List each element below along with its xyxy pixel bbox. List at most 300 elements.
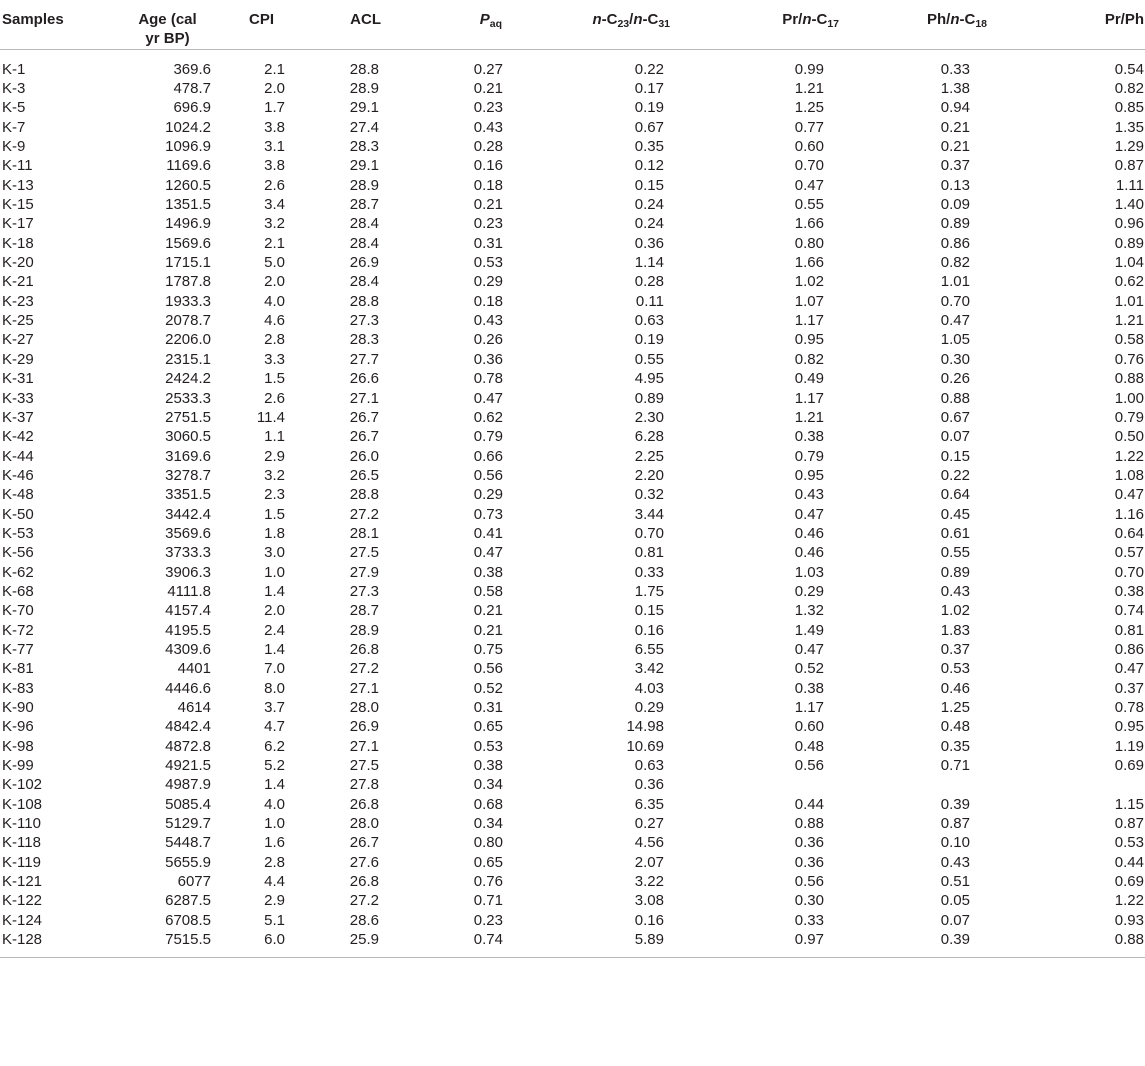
cell-paq: 0.21 <box>473 80 503 98</box>
cell-acl: 26.8 <box>349 873 379 891</box>
cell-paq: 0.34 <box>473 776 503 794</box>
cell-c23-c31-ratio: 0.63 <box>634 757 664 775</box>
cell-age: 3351.5 <box>165 486 211 504</box>
cell-sample: K-68 <box>2 582 34 600</box>
cell-ph-c18: 1.83 <box>940 621 970 639</box>
cell-pr-c17: 0.46 <box>794 524 824 542</box>
table-row <box>0 427 1145 446</box>
cell-acl: 27.3 <box>349 312 379 330</box>
cell-paq: 0.74 <box>409 930 522 958</box>
cell-acl: 28.0 <box>349 815 379 833</box>
cell-age: 4111.8 <box>167 582 211 600</box>
table-row <box>0 582 1145 601</box>
table-row <box>0 195 1145 214</box>
cell-age: 5655.9 <box>165 853 211 871</box>
cell-c23-c31-ratio: 6.28 <box>634 428 664 446</box>
table-row <box>0 272 1145 291</box>
cell-age: 3906.3 <box>165 563 211 581</box>
cell-acl: 28.4 <box>349 273 379 291</box>
cell-c23-c31-ratio: 0.19 <box>634 99 664 117</box>
cell-c23-c31-ratio: 6.35 <box>634 795 664 813</box>
cell-c23-c31-ratio: 1.14 <box>634 254 664 272</box>
cell-c23-c31-ratio: 0.67 <box>634 118 664 136</box>
cell-sample: K-44 <box>2 447 34 465</box>
header-samples: Samples <box>0 0 110 49</box>
cell-cpi: 3.2 <box>264 466 285 484</box>
cell-paq: 0.65 <box>473 718 503 736</box>
cell-pr-c17: 1.32 <box>794 602 824 620</box>
table-row <box>0 466 1145 485</box>
cell-pr-c17: 1.49 <box>794 621 824 639</box>
cell-paq: 0.53 <box>473 254 503 272</box>
cell-pr-c17: 1.25 <box>794 99 824 117</box>
cell-pr-c17: 0.46 <box>794 544 824 562</box>
cell-acl: 28.8 <box>349 60 379 78</box>
cell-c23-c31-ratio: 0.33 <box>634 563 664 581</box>
cell-age: 3169.6 <box>165 447 211 465</box>
cell-pr-ph: 0.76 <box>1114 350 1144 368</box>
cell-age: 6287.5 <box>165 892 211 910</box>
cell-pr-c17: 1.21 <box>794 408 824 426</box>
cell-c23-c31-ratio: 0.17 <box>634 80 664 98</box>
cell-ph-c18: 0.26 <box>940 370 970 388</box>
cell-c23-c31-ratio: 0.24 <box>634 196 664 214</box>
table-row <box>0 79 1145 98</box>
cell-cpi: 8.0 <box>264 679 285 697</box>
table-row <box>0 214 1145 233</box>
cell-cpi: 3.2 <box>264 215 285 233</box>
cell-ph-c18: 0.89 <box>940 563 970 581</box>
cell-pr-ph: 0.86 <box>1114 640 1144 658</box>
cell-age: 696.9 <box>173 99 211 117</box>
cell-sample: K-119 <box>2 853 41 871</box>
table-row <box>0 446 1145 465</box>
cell-pr-ph: 1.21 <box>1114 312 1144 330</box>
cell-pr-ph: 0.47 <box>1114 660 1144 678</box>
cell-c23-c31-ratio: 0.16 <box>634 911 664 929</box>
cell-sample: K-13 <box>2 176 34 194</box>
cell-c23-c31-ratio: 0.36 <box>634 234 664 252</box>
table-row <box>0 930 1145 958</box>
header-pr-c17: $Pr/n-C_{17}$ <box>696 0 851 49</box>
cell-pr-c17: 0.56 <box>794 873 824 891</box>
cell-acl: 27.9 <box>349 563 379 581</box>
cell-pr-ph: 0.69 <box>1114 873 1144 891</box>
header-row <box>0 0 1145 49</box>
cell-sample: K-62 <box>2 563 34 581</box>
cell-sample: K-21 <box>2 273 34 291</box>
cell-pr-c17: 0.47 <box>794 176 824 194</box>
cell-acl: 28.3 <box>349 331 379 349</box>
cell-ph-c18: 0.21 <box>940 118 970 136</box>
cell-age: 4401 <box>177 660 211 678</box>
cell-pr-c17: 0.29 <box>794 582 824 600</box>
cell-pr-ph: 0.62 <box>1114 273 1144 291</box>
cell-c23-c31-ratio: 4.56 <box>634 834 664 852</box>
cell-sample: K-90 <box>2 699 34 717</box>
cell-c23-c31-ratio: 0.28 <box>634 273 664 291</box>
cell-pr-c17: 0.38 <box>794 679 824 697</box>
cell-ph-c18: 0.21 <box>940 138 970 156</box>
cell-sample: K-77 <box>2 640 34 658</box>
cell-paq: 0.18 <box>473 292 503 310</box>
cell-c23-c31-ratio: 14.98 <box>626 718 664 736</box>
cell-pr-c17: 0.44 <box>794 795 824 813</box>
cell-acl: 27.3 <box>349 582 379 600</box>
cell-ph-c18: 0.64 <box>940 486 970 504</box>
cell-cpi: 1.4 <box>264 582 285 600</box>
table-row <box>0 311 1145 330</box>
cell-ph-c18: 0.46 <box>940 679 970 697</box>
cell-paq: 0.27 <box>473 60 503 78</box>
cell-paq: 0.47 <box>473 389 503 407</box>
cell-pr-c17: 0.49 <box>794 370 824 388</box>
cell-cpi: 4.7 <box>264 718 285 736</box>
cell-cpi: 3.0 <box>264 544 285 562</box>
cell-cpi: 5.2 <box>264 757 285 775</box>
cell-pr-c17: 1.03 <box>794 563 824 581</box>
table-row <box>0 408 1145 427</box>
cell-cpi: 5.1 <box>264 911 285 929</box>
cell-paq: 0.80 <box>473 834 503 852</box>
cell-pr-c17: 0.97 <box>696 930 851 958</box>
cell-sample: K-96 <box>2 718 34 736</box>
cell-pr-c17: 0.79 <box>794 447 824 465</box>
cell-cpi: 4.0 <box>264 795 285 813</box>
cell-sample: K-118 <box>2 834 41 852</box>
table-row <box>0 698 1145 717</box>
cell-age: 3442.4 <box>165 505 211 523</box>
cell-c23-c31-ratio: 0.27 <box>634 815 664 833</box>
cell-paq: 0.47 <box>473 544 503 562</box>
cell-cpi: 6.2 <box>264 737 285 755</box>
cell-pr-ph: 1.08 <box>1114 466 1144 484</box>
cell-cpi: 4.4 <box>264 873 285 891</box>
cell-cpi: 2.9 <box>264 447 285 465</box>
cell-ph-c18: 1.05 <box>940 331 970 349</box>
table-row <box>0 49 1145 79</box>
cell-paq: 0.28 <box>473 138 503 156</box>
cell-pr-c17: 0.60 <box>794 718 824 736</box>
table-row <box>0 756 1145 775</box>
cell-ph-c18: 0.15 <box>940 447 970 465</box>
cell-pr-c17: 0.47 <box>794 640 824 658</box>
cell-sample: K-72 <box>2 621 34 639</box>
cell-ph-c18: 0.07 <box>940 428 970 446</box>
cell-paq: 0.78 <box>473 370 503 388</box>
cell-c23-c31-ratio: 5.89 <box>522 930 696 958</box>
cell-c23-c31-ratio: 3.22 <box>634 873 664 891</box>
table-row <box>0 601 1145 620</box>
cell-c23-c31-ratio: 10.69 <box>626 737 664 755</box>
cell-sample: K-17 <box>2 215 34 233</box>
cell-age: 6708.5 <box>165 911 211 929</box>
table-row <box>0 640 1145 659</box>
cell-age: 3278.7 <box>165 466 211 484</box>
cell-c23-c31-ratio: 2.20 <box>634 466 664 484</box>
cell-acl: 29.1 <box>349 157 379 175</box>
cell-ph-c18: 0.47 <box>940 312 970 330</box>
cell-cpi: 1.4 <box>264 640 285 658</box>
table-row <box>0 253 1145 272</box>
table-row <box>0 292 1145 311</box>
cell-ph-c18: 0.43 <box>940 853 970 871</box>
cell-acl: 27.1 <box>349 389 379 407</box>
cell-paq: 0.23 <box>473 911 503 929</box>
cell-ph-c18 <box>851 775 997 794</box>
header-ph-c18: $Ph/n-C_{18}$ <box>851 0 997 49</box>
header-paq: $P_{aq}$ <box>409 0 522 49</box>
cell-ph-c18: 1.25 <box>940 699 970 717</box>
cell-paq: 0.56 <box>473 466 503 484</box>
table-row <box>0 118 1145 137</box>
table-row <box>0 156 1145 175</box>
cell-ph-c18: 0.94 <box>940 99 970 117</box>
cell-paq: 0.53 <box>473 737 503 755</box>
cell-ph-c18: 0.07 <box>940 911 970 929</box>
cell-pr-ph: 0.47 <box>1114 486 1144 504</box>
cell-paq: 0.38 <box>473 563 503 581</box>
table-row <box>0 891 1145 910</box>
cell-age: 4842.4 <box>165 718 211 736</box>
cell-paq: 0.43 <box>473 312 503 330</box>
cell-paq: 0.21 <box>473 602 503 620</box>
cell-c23-c31-ratio: 4.95 <box>634 370 664 388</box>
cell-cpi: 2.0 <box>264 273 285 291</box>
cell-acl: 26.0 <box>349 447 379 465</box>
cell-age: 2206.0 <box>165 331 211 349</box>
table-row <box>0 485 1145 504</box>
cell-acl: 28.4 <box>349 234 379 252</box>
cell-ph-c18: 0.22 <box>940 466 970 484</box>
cell-ph-c18: 0.71 <box>940 757 970 775</box>
cell-ph-c18: 0.55 <box>940 544 970 562</box>
cell-cpi: 3.8 <box>264 157 285 175</box>
cell-c23-c31-ratio: 1.75 <box>634 582 664 600</box>
cell-pr-ph: 1.35 <box>1114 118 1144 136</box>
cell-sample: K-27 <box>2 331 34 349</box>
cell-pr-ph: 0.70 <box>1114 563 1144 581</box>
cell-c23-c31-ratio: 0.19 <box>634 331 664 349</box>
cell-age: 369.6 <box>173 60 211 78</box>
cell-sample: K-70 <box>2 602 34 620</box>
cell-acl: 26.6 <box>349 370 379 388</box>
cell-age: 1096.9 <box>165 138 211 156</box>
cell-acl: 28.7 <box>349 196 379 214</box>
cell-acl: 27.7 <box>349 350 379 368</box>
cell-pr-ph: 0.87 <box>1114 815 1144 833</box>
cell-paq: 0.62 <box>473 408 503 426</box>
cell-age: 7515.5 <box>110 930 211 958</box>
cell-pr-ph: 0.69 <box>1114 757 1144 775</box>
cell-age: 2533.3 <box>165 389 211 407</box>
cell-pr-ph: 1.15 <box>1114 795 1144 813</box>
cell-acl: 26.8 <box>349 795 379 813</box>
cell-sample: K-31 <box>2 370 34 388</box>
cell-paq: 0.16 <box>473 157 503 175</box>
cell-c23-c31-ratio: 0.22 <box>634 60 664 78</box>
cell-acl: 26.7 <box>349 408 379 426</box>
cell-pr-c17: 0.95 <box>794 466 824 484</box>
cell-c23-c31-ratio: 6.55 <box>634 640 664 658</box>
table-row <box>0 98 1145 117</box>
cell-pr-c17: 0.36 <box>794 834 824 852</box>
cell-paq: 0.65 <box>473 853 503 871</box>
cell-pr-c17: 0.55 <box>794 196 824 214</box>
cell-acl: 26.7 <box>349 834 379 852</box>
cell-paq: 0.21 <box>473 621 503 639</box>
cell-cpi: 2.6 <box>264 389 285 407</box>
cell-age: 1351.5 <box>165 196 211 214</box>
cell-acl: 27.4 <box>349 118 379 136</box>
table-row <box>0 814 1145 833</box>
cell-c23-c31-ratio: 0.12 <box>634 157 664 175</box>
cell-ph-c18: 1.38 <box>940 80 970 98</box>
table-row <box>0 659 1145 678</box>
cell-sample: K-5 <box>2 99 26 117</box>
cell-acl: 27.5 <box>349 544 379 562</box>
cell-cpi: 2.0 <box>264 602 285 620</box>
cell-acl: 27.1 <box>349 679 379 697</box>
cell-pr-ph: 0.53 <box>1114 834 1144 852</box>
cell-paq: 0.73 <box>473 505 503 523</box>
cell-paq: 0.41 <box>473 524 503 542</box>
cell-ph-c18: 0.61 <box>940 524 970 542</box>
cell-paq: 0.56 <box>473 660 503 678</box>
cell-cpi: 2.4 <box>264 621 285 639</box>
cell-acl: 27.8 <box>349 776 379 794</box>
cell-acl: 28.3 <box>349 138 379 156</box>
cell-ph-c18: 0.53 <box>940 660 970 678</box>
cell-pr-ph <box>997 775 1145 794</box>
cell-pr-c17: 0.33 <box>794 911 824 929</box>
cell-sample: K-121 <box>2 873 43 891</box>
cell-pr-ph: 0.88 <box>1114 370 1144 388</box>
cell-pr-c17: 0.56 <box>794 757 824 775</box>
cell-ph-c18: 0.86 <box>940 234 970 252</box>
cell-pr-ph: 0.89 <box>1114 234 1144 252</box>
cell-sample: K-7 <box>2 118 26 136</box>
cell-age: 2424.2 <box>165 370 211 388</box>
cell-cpi: 2.3 <box>264 486 285 504</box>
cell-sample: K-81 <box>2 660 34 678</box>
table-body <box>0 49 1145 958</box>
cell-ph-c18: 0.67 <box>940 408 970 426</box>
cell-acl: 27.2 <box>349 660 379 678</box>
cell-c23-c31-ratio: 3.42 <box>634 660 664 678</box>
cell-c23-c31-ratio: 0.11 <box>635 292 664 310</box>
table-row <box>0 775 1145 794</box>
table-row <box>0 853 1145 872</box>
cell-age: 4614 <box>177 699 211 717</box>
cell-c23-c31-ratio: 0.81 <box>634 544 664 562</box>
cell-pr-ph: 0.74 <box>1114 602 1144 620</box>
header-pr-ph: Pr/Ph <box>997 0 1145 49</box>
cell-pr-ph: 0.88 <box>997 930 1145 958</box>
cell-paq: 0.71 <box>473 892 503 910</box>
cell-acl: 26.9 <box>349 718 379 736</box>
cell-pr-c17: 1.17 <box>794 312 824 330</box>
cell-pr-ph: 0.54 <box>1114 60 1144 78</box>
cell-c23-c31-ratio: 0.29 <box>634 699 664 717</box>
cell-c23-c31-ratio: 0.89 <box>634 389 664 407</box>
cell-pr-ph: 0.93 <box>1114 911 1144 929</box>
cell-acl: 27.5 <box>349 757 379 775</box>
cell-pr-c17: 1.17 <box>794 699 824 717</box>
cell-pr-ph: 1.22 <box>1114 447 1144 465</box>
table-row <box>0 620 1145 639</box>
cell-cpi: 3.7 <box>264 699 285 717</box>
cell-paq: 0.36 <box>473 350 503 368</box>
cell-sample: K-48 <box>2 486 34 504</box>
cell-paq: 0.38 <box>473 757 503 775</box>
cell-paq: 0.21 <box>473 196 503 214</box>
cell-sample: K-15 <box>2 196 34 214</box>
cell-paq: 0.29 <box>473 273 503 291</box>
cell-pr-c17: 1.17 <box>794 389 824 407</box>
cell-pr-c17: 1.02 <box>794 273 824 291</box>
cell-sample: K-99 <box>2 757 34 775</box>
cell-paq: 0.79 <box>473 428 503 446</box>
cell-acl: 27.6 <box>349 853 379 871</box>
table-row <box>0 137 1145 156</box>
cell-pr-ph: 0.64 <box>1114 524 1144 542</box>
cell-pr-ph: 1.01 <box>1114 292 1144 310</box>
cell-sample: K-53 <box>2 524 34 542</box>
cell-ph-c18: 0.09 <box>940 196 970 214</box>
table-row <box>0 388 1145 407</box>
cell-ph-c18: 0.33 <box>940 60 970 78</box>
cell-paq: 0.75 <box>473 640 503 658</box>
table-row <box>0 234 1145 253</box>
cell-age: 1569.6 <box>165 234 211 252</box>
cell-age: 4921.5 <box>165 757 211 775</box>
cell-acl: 27.2 <box>349 505 379 523</box>
cell-pr-ph: 0.78 <box>1114 699 1144 717</box>
table-row <box>0 330 1145 349</box>
cell-sample: K-122 <box>2 892 43 910</box>
cell-age: 4157.4 <box>165 602 211 620</box>
cell-pr-ph: 1.11 <box>1115 176 1144 194</box>
cell-pr-ph: 1.40 <box>1114 196 1144 214</box>
cell-cpi: 2.8 <box>264 331 285 349</box>
cell-paq: 0.76 <box>473 873 503 891</box>
cell-pr-c17: 0.77 <box>794 118 824 136</box>
cell-c23-c31-ratio: 3.44 <box>634 505 664 523</box>
cell-pr-c17: 0.43 <box>794 486 824 504</box>
cell-acl: 28.1 <box>349 524 379 542</box>
cell-pr-ph: 0.57 <box>1114 544 1144 562</box>
cell-acl: 27.2 <box>349 892 379 910</box>
cell-sample: K-108 <box>2 795 43 813</box>
cell-cpi: 1.4 <box>264 776 285 794</box>
cell-cpi: 2.8 <box>264 853 285 871</box>
header-c23-c31-ratio: $n-C_{23}/n-C_{31}$ <box>522 0 696 49</box>
cell-cpi: 1.8 <box>264 524 285 542</box>
cell-sample: K-25 <box>2 312 34 330</box>
cell-pr-ph: 0.82 <box>1114 80 1144 98</box>
cell-pr-c17: 1.21 <box>794 80 824 98</box>
cell-acl: 25.9 <box>311 930 409 958</box>
cell-ph-c18: 0.37 <box>940 157 970 175</box>
cell-cpi: 1.5 <box>264 505 285 523</box>
cell-ph-c18: 0.35 <box>940 737 970 755</box>
cell-age: 1169.6 <box>166 157 211 175</box>
cell-pr-c17: 0.60 <box>794 138 824 156</box>
cell-c23-c31-ratio: 2.25 <box>634 447 664 465</box>
cell-cpi: 1.1 <box>264 428 285 446</box>
cell-acl: 28.9 <box>349 176 379 194</box>
